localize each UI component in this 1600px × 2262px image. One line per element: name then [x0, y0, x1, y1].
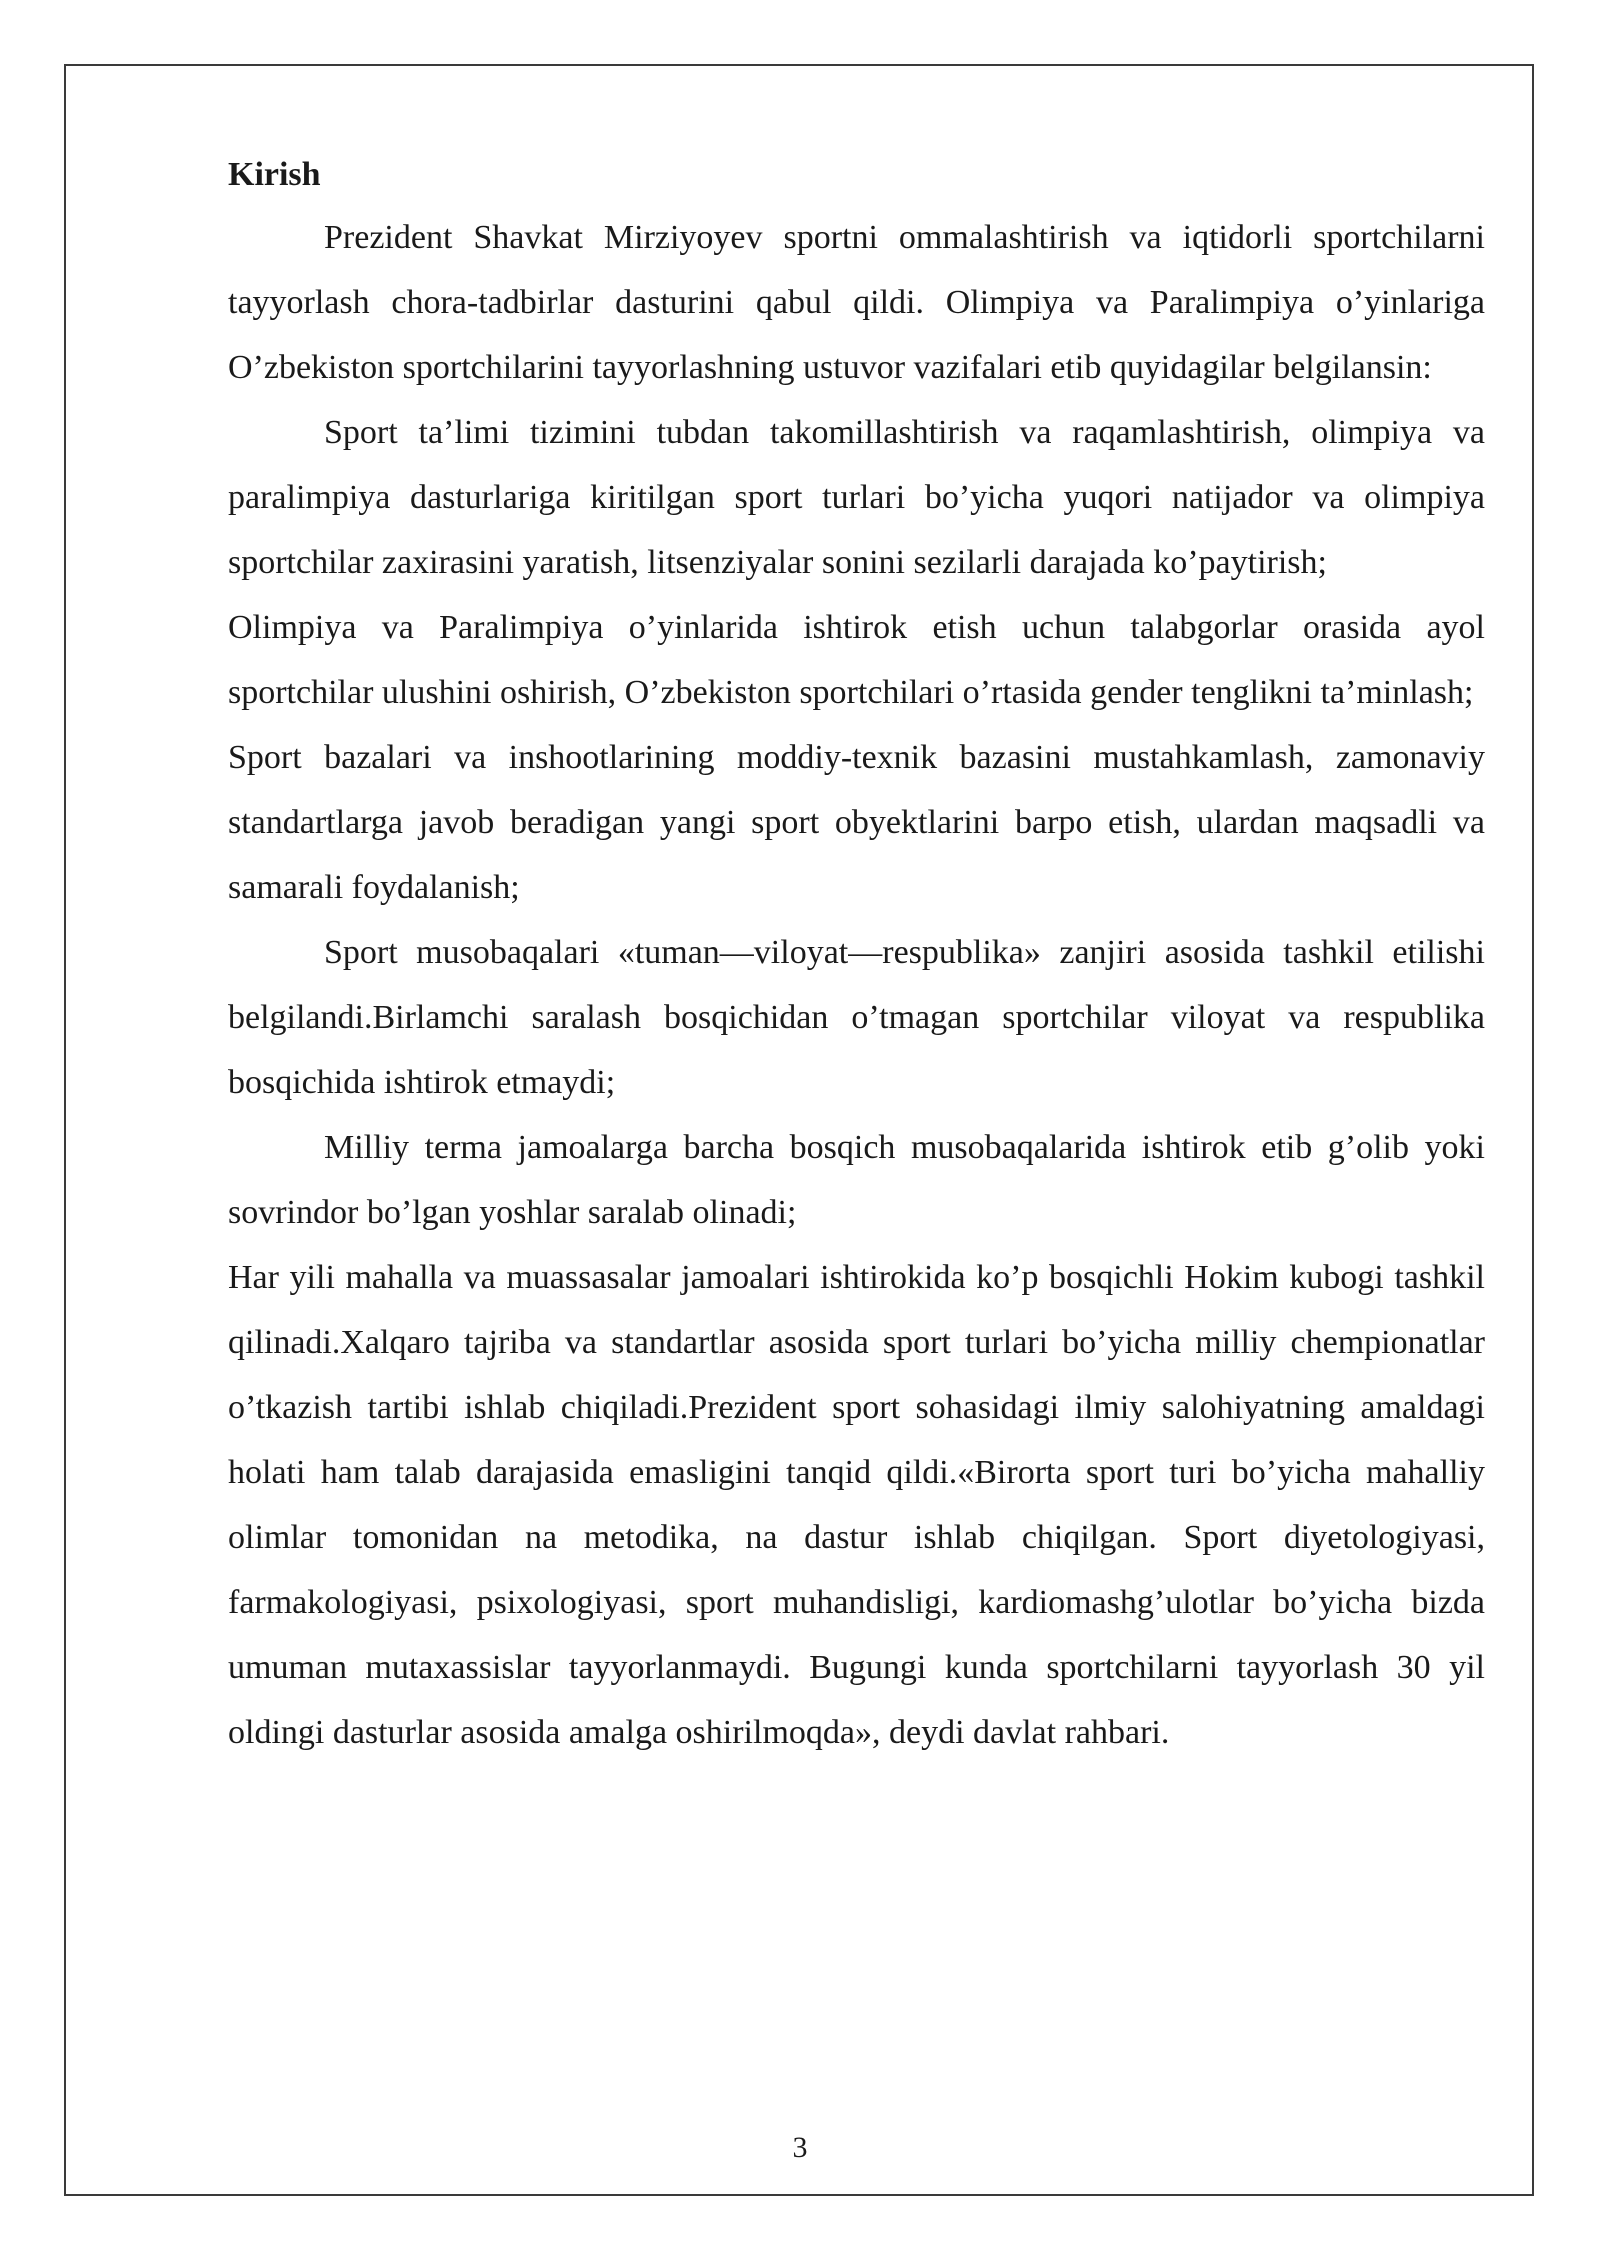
- paragraph-1: Prezident Shavkat Mirziyoyev sportni ommalashtirish va iqtidorli sportchilarni tayyorlash chora-tadbirlar dasturini qabul qildi. Olimpiya va Paralimpiya o’yinlariga O’zbekiston sportchilarini tayyorlashning ustuvor vazifalari etib quyidagilar belgilansin:: [228, 219, 1485, 386]
- paragraph-7: Har yili mahalla va muassasalar jamoalari ishtirokida ko’p bosqichli Hokim kubogi tashkil qilinadi.Xalqaro tajriba va standartlar asosida sport turlari bo’yicha milliy chempionatlar o’tkazish tartibi ishlab chiqiladi.Prezident sport sohasidagi ilmiy salohiyatning amaldagi holati ham talab darajasida emasligini tanqid qildi.«Birorta sport turi bo’yicha mahalliy olimlar tomonidan na metodika, na dastur ishlab chiqilgan. Sport diyetologiyasi, farmakologiyasi, psixologiyasi, sport muhandisligi, kardiomashg’ulotlar bo’yicha bizda umuman mutaxassislar tayyorlanmaydi. Bugungi kunda sportchilarni tayyorlash 30 yil oldingi dasturlar asosida amalga oshirilmoqda», deydi davlat rahbari.: [228, 1259, 1485, 1751]
- paragraph-3: Olimpiya va Paralimpiya o’yinlarida ishtirok etish uchun talabgorlar orasida ayol sportchilar ulushini oshirish, O’zbekiston sportchilari o’rtasida gender tenglikni ta’minlash;: [228, 609, 1485, 711]
- paragraph-4: Sport bazalari va inshootlarining moddiy-texnik bazasini mustahkamlash, zamonaviy standartlarga javob beradigan yangi sport obyektlarini barpo etish, ulardan maqsadli va samarali foydalanish;: [228, 739, 1485, 906]
- section-heading: Kirish: [228, 156, 321, 193]
- document-body: [228, 145, 1485, 1765]
- paragraph-5: Sport musobaqalari «tuman—viloyat—respublika» zanjiri asosida tashkil etilishi belgilandi.Birlamchi saralash bosqichidan o’tmagan sportchilar viloyat va respublika bosqichida ishtirok etmaydi;: [228, 934, 1485, 1101]
- paragraph-6: Milliy terma jamoalarga barcha bosqich musobaqalarida ishtirok etib g’olib yoki sovrindor bo’lgan yoshlar saralab olinadi;: [228, 1129, 1485, 1231]
- paragraph-2: Sport ta’limi tizimini tubdan takomillashtirish va raqamlashtirish, olimpiya va paralimpiya dasturlariga kiritilgan sport turlari bo’yicha yuqori natijador va olimpiya sportchilar zaxirasini yaratish, litsenziyalar sonini sezilarli darajada ko’paytirish;: [228, 414, 1485, 581]
- page-number: 3: [792, 2131, 808, 2164]
